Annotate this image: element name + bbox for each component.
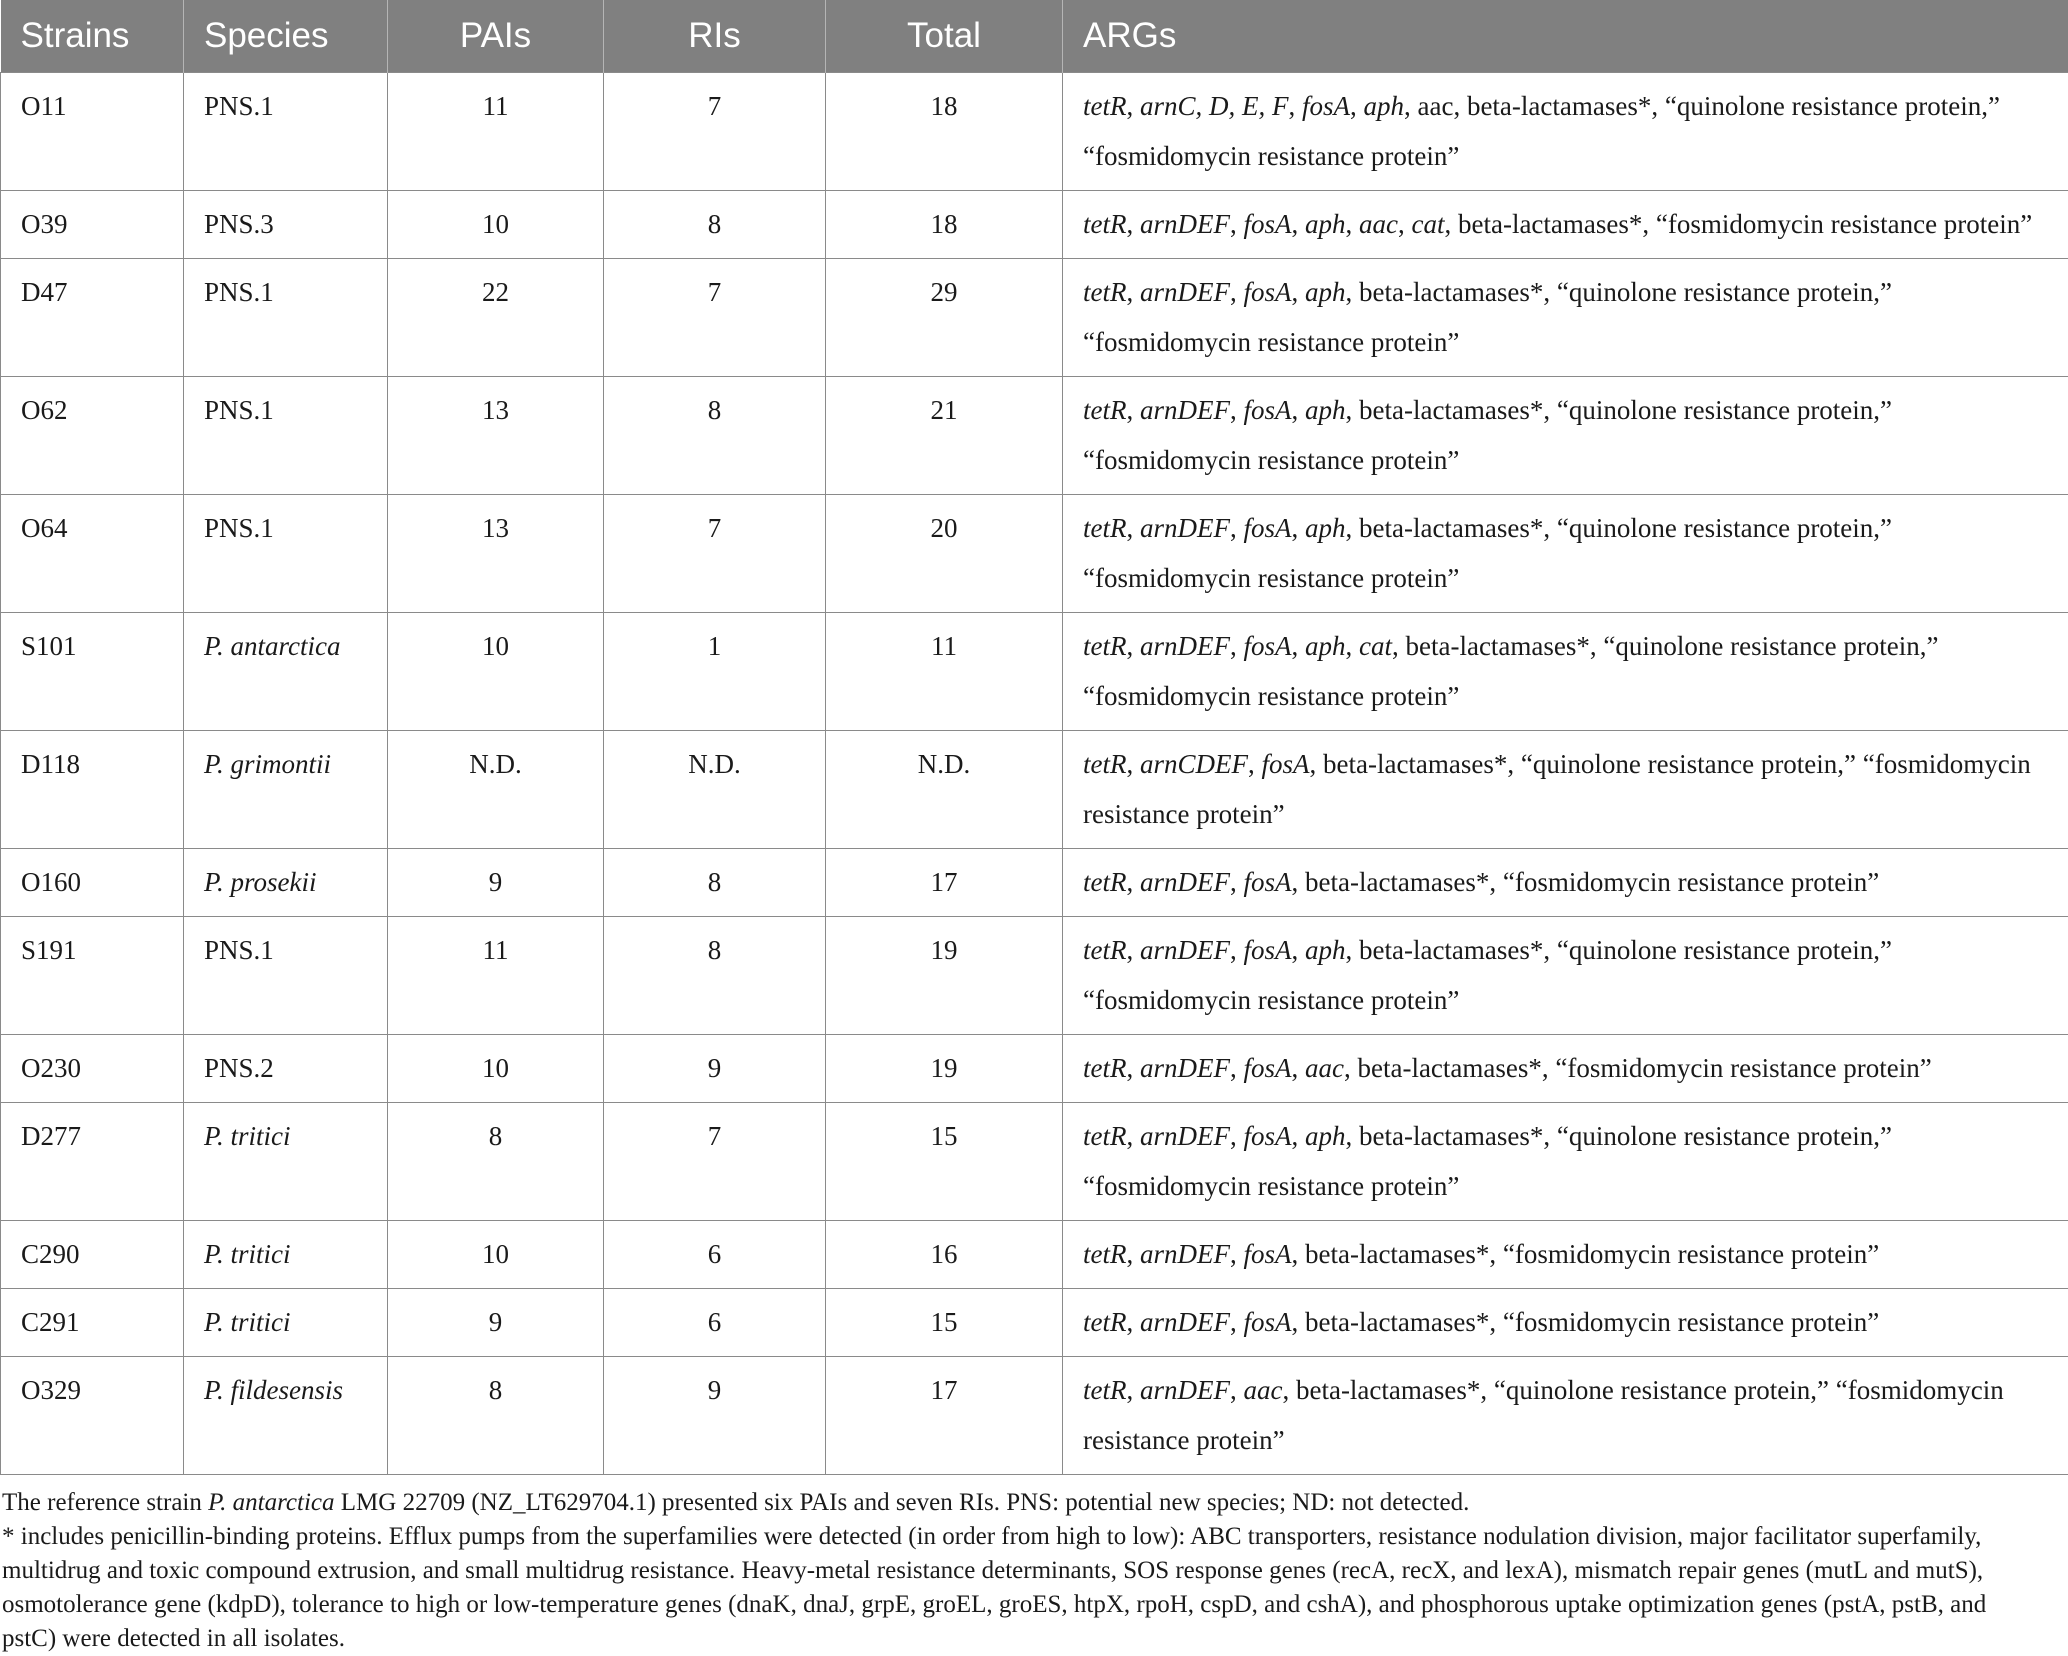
column-header-pais: PAIs (388, 0, 604, 73)
ris-cell: 7 (604, 495, 826, 613)
pais-cell: 13 (388, 495, 604, 613)
ris-cell: 8 (604, 191, 826, 259)
total-cell: 11 (826, 613, 1063, 731)
pais-cell: 9 (388, 1289, 604, 1357)
strain-cell: O160 (1, 849, 184, 917)
ris-cell: 6 (604, 1289, 826, 1357)
table-row (1, 191, 2068, 259)
species-cell: P. fildesensis (184, 1357, 388, 1475)
species-cell: PNS.1 (184, 73, 388, 191)
species-cell: PNS.1 (184, 377, 388, 495)
pais-cell: 22 (388, 259, 604, 377)
ris-cell: N.D. (604, 731, 826, 849)
total-cell: 15 (826, 1289, 1063, 1357)
strain-cell: D277 (1, 1103, 184, 1221)
species-cell: P. tritici (184, 1221, 388, 1289)
pais-cell: 10 (388, 1221, 604, 1289)
total-cell: 19 (826, 1035, 1063, 1103)
pais-cell: 13 (388, 377, 604, 495)
total-cell: 18 (826, 73, 1063, 191)
ris-cell: 7 (604, 73, 826, 191)
args-cell: tetR, arnDEF, fosA, beta-lactamases*, “fosmidomycin resistance protein” (1063, 849, 2068, 917)
strain-cell: C291 (1, 1289, 184, 1357)
species-cell: PNS.1 (184, 495, 388, 613)
strain-cell: O39 (1, 191, 184, 259)
species-cell: PNS.3 (184, 191, 388, 259)
table-row (1, 1289, 2068, 1357)
column-header-args: ARGs (1063, 0, 2068, 73)
column-header-total: Total (826, 0, 1063, 73)
species-cell: PNS.2 (184, 1035, 388, 1103)
args-cell: tetR, arnDEF, fosA, beta-lactamases*, “fosmidomycin resistance protein” (1063, 1221, 2068, 1289)
table-row (1, 1357, 2068, 1475)
pais-cell: 10 (388, 191, 604, 259)
table-row (1, 377, 2068, 495)
table-row (1, 259, 2068, 377)
species-cell: P. antarctica (184, 613, 388, 731)
args-cell: tetR, arnDEF, fosA, beta-lactamases*, “fosmidomycin resistance protein” (1063, 1289, 2068, 1357)
species-cell: PNS.1 (184, 259, 388, 377)
total-cell: N.D. (826, 731, 1063, 849)
args-cell: tetR, arnCDEF, fosA, beta-lactamases*, “quinolone resistance protein,” “fosmidomycin resistance protein” (1063, 731, 2068, 849)
column-header-species: Species (184, 0, 388, 73)
strain-cell: O230 (1, 1035, 184, 1103)
ris-cell: 8 (604, 849, 826, 917)
args-cell: tetR, arnDEF, fosA, aph, aac, cat, beta-lactamases*, “fosmidomycin resistance protein” (1063, 191, 2068, 259)
strain-cell: O64 (1, 495, 184, 613)
table-row (1, 613, 2068, 731)
strain-cell: O11 (1, 73, 184, 191)
args-cell: tetR, arnDEF, fosA, aph, beta-lactamases*, “quinolone resistance protein,” “fosmidomycin resistance protein” (1063, 495, 2068, 613)
total-cell: 16 (826, 1221, 1063, 1289)
total-cell: 21 (826, 377, 1063, 495)
pais-cell: 8 (388, 1103, 604, 1221)
total-cell: 20 (826, 495, 1063, 613)
strain-cell: S191 (1, 917, 184, 1035)
args-cell: tetR, arnDEF, fosA, aph, beta-lactamases*, “quinolone resistance protein,” “fosmidomycin resistance protein” (1063, 377, 2068, 495)
strain-cell: D118 (1, 731, 184, 849)
pais-cell: 11 (388, 917, 604, 1035)
total-cell: 15 (826, 1103, 1063, 1221)
args-cell: tetR, arnDEF, fosA, aac, beta-lactamases*, “fosmidomycin resistance protein” (1063, 1035, 2068, 1103)
table-body (1, 73, 2068, 1475)
args-cell: tetR, arnDEF, aac, beta-lactamases*, “quinolone resistance protein,” “fosmidomycin resistance protein” (1063, 1357, 2068, 1475)
ris-cell: 6 (604, 1221, 826, 1289)
table-row (1, 849, 2068, 917)
species-cell: PNS.1 (184, 917, 388, 1035)
total-cell: 17 (826, 1357, 1063, 1475)
args-cell: tetR, arnDEF, fosA, aph, beta-lactamases*, “quinolone resistance protein,” “fosmidomycin resistance protein” (1063, 1103, 2068, 1221)
table-row (1, 731, 2068, 849)
ris-cell: 7 (604, 1103, 826, 1221)
ris-cell: 8 (604, 917, 826, 1035)
pais-cell: 11 (388, 73, 604, 191)
pais-cell: N.D. (388, 731, 604, 849)
ris-cell: 1 (604, 613, 826, 731)
strain-cell: S101 (1, 613, 184, 731)
pais-cell: 10 (388, 1035, 604, 1103)
table-row (1, 1103, 2068, 1221)
total-cell: 17 (826, 849, 1063, 917)
pais-cell: 8 (388, 1357, 604, 1475)
ris-cell: 9 (604, 1035, 826, 1103)
table-row (1, 1221, 2068, 1289)
pais-cell: 9 (388, 849, 604, 917)
ris-cell: 8 (604, 377, 826, 495)
table-header-row (1, 0, 2068, 73)
table-row (1, 495, 2068, 613)
strain-cell: D47 (1, 259, 184, 377)
species-cell: P. prosekii (184, 849, 388, 917)
args-cell: tetR, arnDEF, fosA, aph, beta-lactamases*, “quinolone resistance protein,” “fosmidomycin resistance protein” (1063, 259, 2068, 377)
total-cell: 19 (826, 917, 1063, 1035)
total-cell: 18 (826, 191, 1063, 259)
args-cell: tetR, arnC, D, E, F, fosA, aph, aac, beta-lactamases*, “quinolone resistance protein,” “fosmidomycin resistance protein” (1063, 73, 2068, 191)
species-cell: P. tritici (184, 1103, 388, 1221)
table-row (1, 1035, 2068, 1103)
strain-cell: C290 (1, 1221, 184, 1289)
pais-cell: 10 (388, 613, 604, 731)
args-cell: tetR, arnDEF, fosA, aph, beta-lactamases*, “quinolone resistance protein,” “fosmidomycin resistance protein” (1063, 917, 2068, 1035)
ris-cell: 7 (604, 259, 826, 377)
footnote-details: * includes penicillin-binding proteins. Efflux pumps from the superfamilies were detected (in order from high to low): ABC transporters, resistance nodulation division, major facilitator superfamily, multidrug and toxic compound extrusion, and small multidrug resistance. Heavy-metal resistance determinants, SOS response genes (recA, recX, and lexA), mismatch repair genes (mutL and mutS), osmotolerance gene (kdpD), tolerance to high or low-temperature genes (dnaK, dnaJ, grpE, groEL, groES, htpX, rpoH, cspD, and cshA), and phosphorous uptake optimization genes (pstA, pstB, and pstC) were detected in all isolates. (2, 1520, 2042, 1656)
args-cell: tetR, arnDEF, fosA, aph, cat, beta-lactamases*, “quinolone resistance protein,” “fosmidomycin resistance protein” (1063, 613, 2068, 731)
column-header-ris: RIs (604, 0, 826, 73)
column-header-strains: Strains (1, 0, 184, 73)
strain-cell: O329 (1, 1357, 184, 1475)
species-cell: P. grimontii (184, 731, 388, 849)
table-row (1, 917, 2068, 1035)
ris-cell: 9 (604, 1357, 826, 1475)
table-footnote (2, 1486, 2042, 1656)
table-row (1, 73, 2068, 191)
species-cell: P. tritici (184, 1289, 388, 1357)
footnote-reference-strain: The reference strain P. antarctica LMG 22709 (NZ_LT629704.1) presented six PAIs and seven RIs. PNS: potential new species; ND: not detected. (2, 1486, 2042, 1520)
strain-cell: O62 (1, 377, 184, 495)
total-cell: 29 (826, 259, 1063, 377)
